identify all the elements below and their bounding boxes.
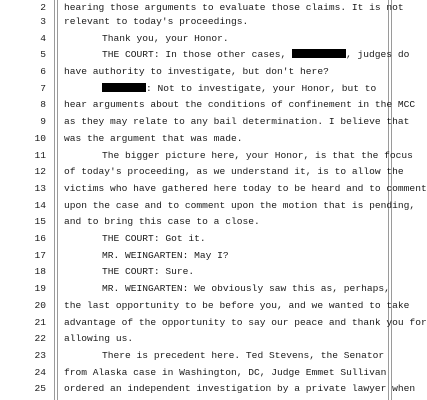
line-text: Thank you, your Honor. — [102, 33, 229, 44]
transcript-line — [0, 315, 427, 330]
line-text: have authority to investigate, but don't here? — [64, 66, 329, 77]
line-number: 18 — [34, 266, 46, 277]
line-number: 11 — [34, 150, 46, 161]
line-text: of today's proceeding, as we understand it, is to allow the — [64, 166, 404, 177]
line-number: 20 — [34, 300, 46, 311]
transcript-line — [0, 264, 400, 279]
line-number: 8 — [40, 99, 46, 110]
transcript-line — [0, 114, 410, 129]
transcript-line — [0, 298, 410, 313]
line-number: 9 — [40, 116, 46, 127]
line-text: MR. WEINGARTEN: We obviously saw this as, perhaps, — [102, 283, 390, 294]
transcript-line — [0, 181, 427, 196]
redaction-bar — [102, 83, 146, 92]
line-number: 4 — [40, 33, 46, 44]
transcript-line — [0, 198, 416, 213]
line-text: was the argument that was made. — [64, 133, 243, 144]
line-text: The bigger picture here, your Honor, is that the focus — [102, 150, 413, 161]
line-text: the last opportunity to be before you, and we wanted to take — [64, 300, 410, 311]
line-text: victims who have gathered here today to be heard and to comment — [64, 183, 427, 194]
line-text: as they may relate to any bail determination. I believe that — [64, 116, 410, 127]
line-number: 14 — [34, 200, 46, 211]
line-number: 7 — [40, 83, 46, 94]
transcript-line — [0, 231, 400, 246]
line-text: from Alaska case in Washington, DC, Judge Emmet Sullivan — [64, 367, 387, 378]
line-number: 2 — [40, 2, 46, 13]
line-text: hearing those arguments to evaluate those claims. It is not — [64, 2, 404, 13]
line-number: 15 — [34, 216, 46, 227]
transcript-line — [0, 0, 404, 15]
line-number: 5 — [40, 49, 46, 60]
transcript-line — [0, 164, 404, 179]
line-text — [64, 81, 386, 96]
line-number: 23 — [34, 350, 46, 361]
line-text-after-redaction: , judges do — [346, 49, 410, 60]
line-number: 3 — [40, 16, 46, 27]
transcript-line — [0, 148, 413, 163]
line-text: relevant to today's proceedings. — [64, 16, 249, 27]
line-number: 17 — [34, 250, 46, 261]
transcript-line — [0, 281, 400, 296]
line-number: 10 — [34, 133, 46, 144]
transcript-line — [0, 64, 400, 79]
line-text — [64, 47, 410, 62]
transcript-line — [0, 31, 400, 46]
line-number: 25 — [34, 383, 46, 394]
line-text: ordered an independent investigation by a private lawyer when — [64, 383, 416, 394]
transcript-line — [0, 214, 400, 229]
line-text: advantage of the opportunity to say our peace and thank you for — [64, 317, 427, 328]
transcript-line — [0, 131, 400, 146]
line-number: 19 — [34, 283, 46, 294]
line-number: 6 — [40, 66, 46, 77]
line-text: THE COURT: Sure. — [102, 266, 195, 277]
line-text: upon the case and to comment upon the motion that is pending, — [64, 200, 416, 211]
line-text-before-redaction: THE COURT: In those other cases, — [102, 49, 292, 60]
transcript-line — [0, 348, 400, 363]
transcript-line — [0, 47, 410, 62]
line-text: THE COURT: Got it. — [102, 233, 206, 244]
line-number: 16 — [34, 233, 46, 244]
line-text: MR. WEINGARTEN: May I? — [102, 250, 229, 261]
line-number: 21 — [34, 317, 46, 328]
transcript-line — [0, 248, 400, 263]
redaction-bar — [292, 49, 346, 58]
line-number: 22 — [34, 333, 46, 344]
line-number: 24 — [34, 367, 46, 378]
transcript-line — [0, 14, 400, 29]
line-text: There is precedent here. Ted Stevens, the Senator — [102, 350, 385, 361]
transcript-line — [0, 331, 400, 346]
transcript-line — [0, 365, 400, 380]
line-number: 12 — [34, 166, 46, 177]
transcript-line — [0, 81, 400, 96]
transcript-line — [0, 97, 416, 112]
line-text: hear arguments about the conditions of confinement in the MCC — [64, 99, 416, 110]
line-number: 13 — [34, 183, 46, 194]
line-text: allowing us. — [64, 333, 134, 344]
transcript-line — [0, 381, 416, 396]
line-text-after-redaction: : Not to investigate, your Honor, but to — [146, 83, 377, 94]
line-text: and to bring this case to a close. — [64, 216, 260, 227]
